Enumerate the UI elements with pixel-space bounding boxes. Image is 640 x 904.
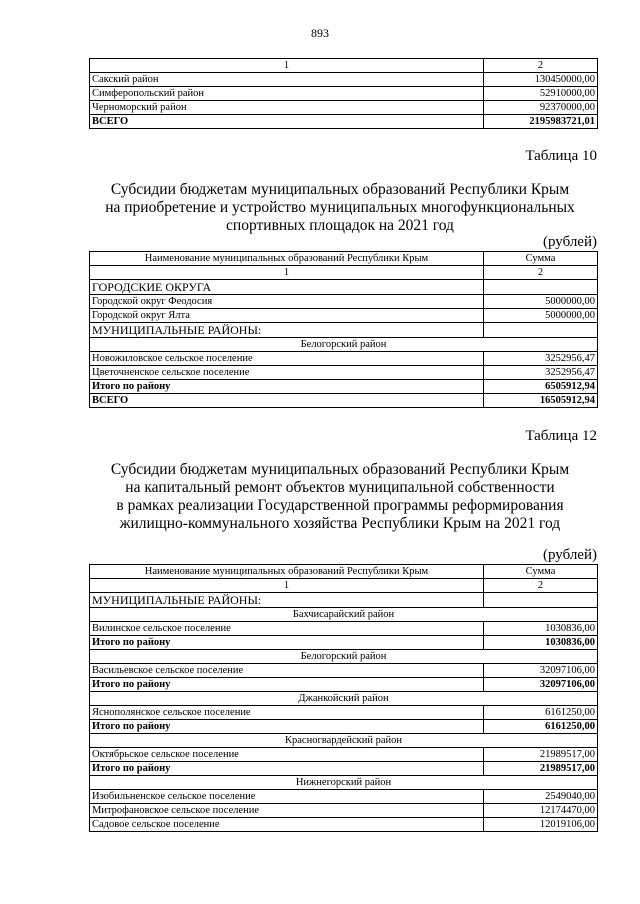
section-districts: МУНИЦИПАЛЬНЫЕ РАЙОНЫ: bbox=[90, 593, 484, 608]
column-number-1: 1 bbox=[90, 266, 484, 280]
total-label: ВСЕГО bbox=[90, 394, 484, 408]
row-sum: 12174470,00 bbox=[484, 804, 598, 818]
row-name: Яснополянское сельское поселение bbox=[90, 706, 484, 720]
row-sum: 5000000,00 bbox=[484, 295, 598, 309]
district-name: Красногвардейский район bbox=[90, 734, 598, 748]
title-line: на капитальный ремонт объектов муниципальной собственности bbox=[125, 479, 555, 496]
table-row bbox=[90, 804, 598, 818]
district-total-row bbox=[90, 678, 598, 692]
column-number-1: 1 bbox=[90, 59, 484, 73]
title-line: Субсидии бюджетам муниципальных образований Республики Крым bbox=[110, 181, 570, 198]
row-name: Черноморский район bbox=[90, 101, 484, 115]
header-row bbox=[90, 565, 598, 579]
district-total-sum: 6505912,94 bbox=[484, 380, 598, 394]
row-name: Симферопольский район bbox=[90, 87, 484, 101]
row-sum: 52910000,00 bbox=[484, 87, 598, 101]
row-sum: 1030836,00 bbox=[484, 622, 598, 636]
section-row bbox=[90, 323, 598, 338]
header-name: Наименование муниципальных образований Республики Крым bbox=[90, 252, 484, 266]
top-table bbox=[89, 58, 598, 129]
section-row bbox=[90, 280, 598, 295]
table-row bbox=[90, 309, 598, 323]
column-number-2: 2 bbox=[484, 266, 598, 280]
row-name: Садовое сельское поселение bbox=[90, 818, 484, 832]
district-row bbox=[90, 338, 598, 352]
header-name: Наименование муниципальных образований Республики Крым bbox=[90, 565, 484, 579]
row-name: Сакский район bbox=[90, 73, 484, 87]
row-name: Митрофановское сельское поселение bbox=[90, 804, 484, 818]
row-name: Изобильненское сельское поселение bbox=[90, 790, 484, 804]
district-row bbox=[90, 734, 598, 748]
table-row bbox=[90, 73, 598, 87]
district-name: Белогорский район bbox=[90, 338, 598, 352]
column-number-row bbox=[90, 579, 598, 593]
table-row bbox=[90, 295, 598, 309]
title-line: Субсидии бюджетам муниципальных образований Республики Крым bbox=[110, 461, 570, 478]
column-number-row bbox=[90, 59, 598, 73]
row-name: Октябрьское сельское поселение bbox=[90, 748, 484, 762]
district-total-sum: 32097106,00 bbox=[484, 678, 598, 692]
total-sum: 2195983721,01 bbox=[484, 115, 598, 129]
district-total-label: Итого по району bbox=[90, 636, 484, 650]
title-line: в рамках реализации Государственной программы реформирования bbox=[116, 497, 564, 514]
district-name: Бахчисарайский район bbox=[90, 608, 598, 622]
district-name: Нижнегорский район bbox=[90, 776, 598, 790]
title-line: на приобретение и устройство муниципальных многофункциональных bbox=[105, 199, 575, 216]
row-sum: 32097106,00 bbox=[484, 664, 598, 678]
row-sum: 21989517,00 bbox=[484, 748, 598, 762]
table-row bbox=[90, 366, 598, 380]
table-row bbox=[90, 664, 598, 678]
table12-units: (рублей) bbox=[542, 547, 597, 563]
header-row bbox=[90, 252, 598, 266]
district-total-label: Итого по району bbox=[90, 762, 484, 776]
district-total-label: Итого по району bbox=[90, 720, 484, 734]
district-row bbox=[90, 692, 598, 706]
table10-units: (рублей) bbox=[542, 234, 597, 250]
column-number-row bbox=[90, 266, 598, 280]
column-number-2: 2 bbox=[484, 59, 598, 73]
table-row bbox=[90, 87, 598, 101]
row-sum: 12019106,00 bbox=[484, 818, 598, 832]
row-sum: 2549040,00 bbox=[484, 790, 598, 804]
row-sum: 130450000,00 bbox=[484, 73, 598, 87]
table-row bbox=[90, 818, 598, 832]
row-name: Городской округ Ялта bbox=[90, 309, 484, 323]
district-total-sum: 21989517,00 bbox=[484, 762, 598, 776]
section-row bbox=[90, 593, 598, 608]
row-name: Цветочненское сельское поселение bbox=[90, 366, 484, 380]
row-sum: 3252956,47 bbox=[484, 352, 598, 366]
total-row bbox=[90, 115, 598, 129]
total-row bbox=[90, 394, 598, 408]
table-row bbox=[90, 622, 598, 636]
district-total-sum: 6161250,00 bbox=[484, 720, 598, 734]
table-row bbox=[90, 706, 598, 720]
district-total-row bbox=[90, 720, 598, 734]
table-row bbox=[90, 790, 598, 804]
section-urban: ГОРОДСКИЕ ОКРУГА bbox=[90, 280, 484, 295]
row-sum: 6161250,00 bbox=[484, 706, 598, 720]
row-name: Новожиловское сельское поселение bbox=[90, 352, 484, 366]
row-name: Васильевское сельское поселение bbox=[90, 664, 484, 678]
district-row bbox=[90, 776, 598, 790]
row-name: Городской округ Феодосия bbox=[90, 295, 484, 309]
title-line: спортивных площадок на 2021 год bbox=[226, 217, 454, 234]
table10-title bbox=[0, 181, 640, 235]
column-number-1: 1 bbox=[90, 579, 484, 593]
district-total-row bbox=[90, 762, 598, 776]
row-name: Вилинское сельское поселение bbox=[90, 622, 484, 636]
district-total-label: Итого по району bbox=[90, 380, 484, 394]
table12 bbox=[89, 564, 598, 832]
district-row bbox=[90, 650, 598, 664]
title-line: жилищно-коммунального хозяйства Республики Крым на 2021 год bbox=[119, 515, 561, 532]
column-number-2: 2 bbox=[484, 579, 598, 593]
total-sum: 16505912,94 bbox=[484, 394, 598, 408]
district-total-row bbox=[90, 380, 598, 394]
page-number: 893 bbox=[311, 26, 329, 40]
table12-caption: Таблица 12 bbox=[525, 428, 597, 444]
table10 bbox=[89, 251, 598, 408]
total-label: ВСЕГО bbox=[90, 115, 484, 129]
table-row bbox=[90, 748, 598, 762]
row-sum: 5000000,00 bbox=[484, 309, 598, 323]
district-total-label: Итого по району bbox=[90, 678, 484, 692]
row-sum: 3252956,47 bbox=[484, 366, 598, 380]
district-name: Джанкойский район bbox=[90, 692, 598, 706]
district-row bbox=[90, 608, 598, 622]
district-total-row bbox=[90, 636, 598, 650]
table-row bbox=[90, 101, 598, 115]
row-sum: 92370000,00 bbox=[484, 101, 598, 115]
district-name: Белогорский район bbox=[90, 650, 598, 664]
header-sum: Сумма bbox=[484, 565, 598, 579]
table12-title bbox=[0, 461, 640, 533]
district-total-sum: 1030836,00 bbox=[484, 636, 598, 650]
section-districts: МУНИЦИПАЛЬНЫЕ РАЙОНЫ: bbox=[90, 323, 484, 338]
table10-caption: Таблица 10 bbox=[525, 148, 597, 164]
header-sum: Сумма bbox=[484, 252, 598, 266]
table-row bbox=[90, 352, 598, 366]
